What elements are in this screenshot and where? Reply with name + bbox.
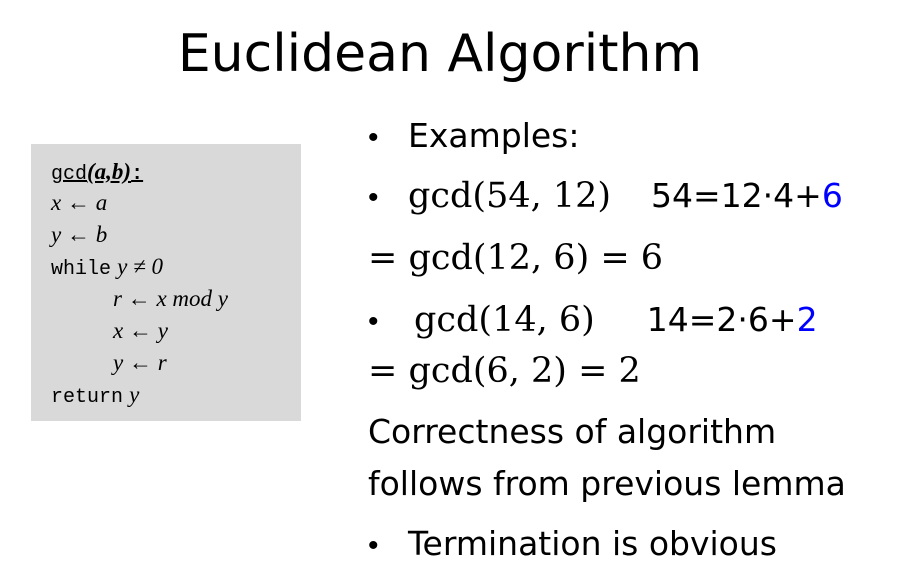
example-1-eq-prefix: 54=12·4+ [651,176,822,215]
example-1-result-line [368,234,663,282]
example-2-result-line [368,347,641,395]
code-x-y-text: x ← y [113,318,168,343]
bullet-termination [368,520,777,568]
example-1-expr: gcd(54, 12) [408,176,612,216]
code-line-return [51,380,139,410]
example-2-remainder: 2 [796,300,818,339]
code-x-assign-text: x ← a [51,190,108,215]
code-line-y-assign [51,220,107,250]
code-return-var: y [129,382,140,407]
code-line-while [51,252,163,282]
example-1-result: = gcd(12, 6) = 6 [368,238,664,278]
code-y-assign-text: y ← b [51,222,108,247]
code-line-x-y [113,316,168,346]
example-2-result: = gcd(6, 2) = 2 [368,351,641,391]
example-2-expr: gcd(14, 6) [414,300,595,340]
bullet-icon: • [368,121,379,154]
code-line-y-r [113,348,167,378]
bullet-icon: • [368,529,379,562]
code-func-colon: : [131,163,144,186]
correctness-text-2: follows from previous lemma [368,464,846,503]
pseudocode-box [31,144,301,421]
code-signature [51,157,143,187]
example-1-remainder: 6 [821,176,843,215]
code-y-r-text: y ← r [113,350,167,375]
code-func-args: (a,b) [87,159,132,184]
bullet-example-2 [368,296,818,344]
code-func-name: gcd [51,163,88,186]
code-while-condition: y ≠ 0 [117,254,163,279]
example-2-eq-prefix: 14=2·6+ [646,300,797,339]
code-return-keyword: return [51,386,124,409]
code-while-keyword: while [51,258,112,281]
slide-title: Euclidean Algorithm [177,24,703,84]
bullet-icon: • [368,305,379,338]
bullet-examples [368,112,579,160]
termination-text: Termination is obvious [408,524,777,563]
correctness-text-1: Correctness of algorithm [368,412,777,451]
code-line-x-assign [51,188,107,218]
correctness-line-1 [368,408,776,456]
code-r-assign-text: r ← x mod y [113,286,228,311]
bullet-example-1 [368,172,843,220]
correctness-line-2 [368,460,846,508]
bullet-icon: • [368,181,379,214]
examples-label: Examples: [408,116,580,155]
code-line-r-assign [113,284,228,314]
